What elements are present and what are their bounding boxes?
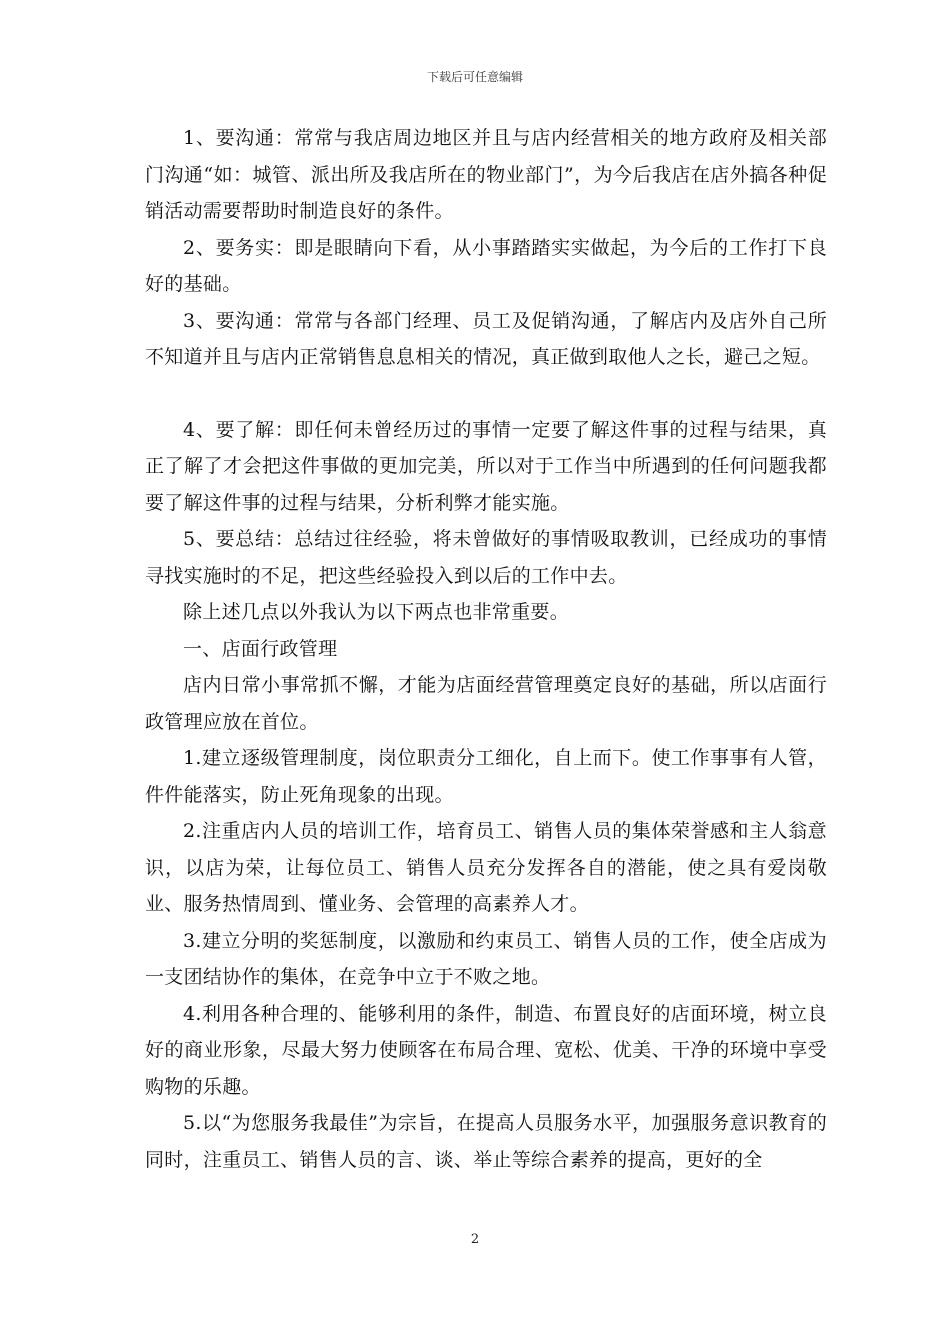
paragraph: 4、要了解：即任何未曾经历过的事情一定要了解这件事的过程与结果，真正了解了才会把这件事做的更加完美，所以对于工作当中所遇到的任何问题我都要了解这件事的过程与结果，分析利弊才能实施。 [145, 418, 827, 514]
list-item: 3.建立分明的奖惩制度，以激励和约束员工、销售人员的工作，使全店成为一支团结协作的集体，在竞争中立于不败之地。 [145, 929, 827, 988]
paragraph: 除上述几点以外我认为以下两点也非常重要。 [183, 601, 570, 623]
document-body [145, 120, 827, 1178]
list-item: 4.利用各种合理的、能够利用的条件，制造、布置良好的店面环境，树立良好的商业形象，尽最大努力使顾客在布局合理、宽松、优美、干净的环境中享受购物的乐趣。 [145, 1002, 827, 1098]
paragraph: 5、要总结：总结过往经验，将未曾做好的事情吸取教训，已经成功的事情寻找实施时的不足，把这些经验投入到以后的工作中去。 [145, 528, 827, 587]
paragraph: 店内日常小事常抓不懈，才能为店面经营管理奠定良好的基础，所以店面行政管理应放在首位。 [145, 674, 827, 733]
paragraph: 3、要沟通：常常与各部门经理、员工及促销沟通，了解店内及店外自己所不知道并且与店内正常销售息息相关的情况，真正做到取他人之长，避己之短。 [145, 309, 827, 368]
section-heading: 一、店面行政管理 [183, 637, 338, 660]
list-item: 5.以“为您服务我最佳”为宗旨，在提高人员服务水平，加强服务意识教育的同时，注重员工、销售人员的言、谈、举止等综合素养的提高，更好的全 [145, 1112, 827, 1171]
paragraph: 1、要沟通：常常与我店周边地区并且与店内经营相关的地方政府及相关部门沟通“如：城管、派出所及我店所在的物业部门”，为今后我店在店外搞各种促销活动需要帮助时制造良好的条件。 [145, 127, 827, 222]
paragraph: 2、要务实：即是眼睛向下看，从小事踏踏实实做起，为今后的工作打下良好的基础。 [145, 236, 827, 295]
list-item: 1.建立逐级管理制度，岗位职责分工细化，自上而下。使工作事事有人管，件件能落实，防止死角现象的出现。 [145, 747, 827, 806]
list-item: 2.注重店内人员的培训工作，培育员工、销售人员的集体荣誉感和主人翁意识，以店为荣，让每位员工、销售人员充分发挥各自的潜能，使之具有爱岗敬业、服务热情周到、懂业务、会管理的高素养人才。 [145, 820, 827, 915]
blank-line [145, 376, 827, 412]
page-number: 2 [470, 1232, 480, 1247]
page-header: 下载后可任意编辑 [426, 70, 523, 84]
